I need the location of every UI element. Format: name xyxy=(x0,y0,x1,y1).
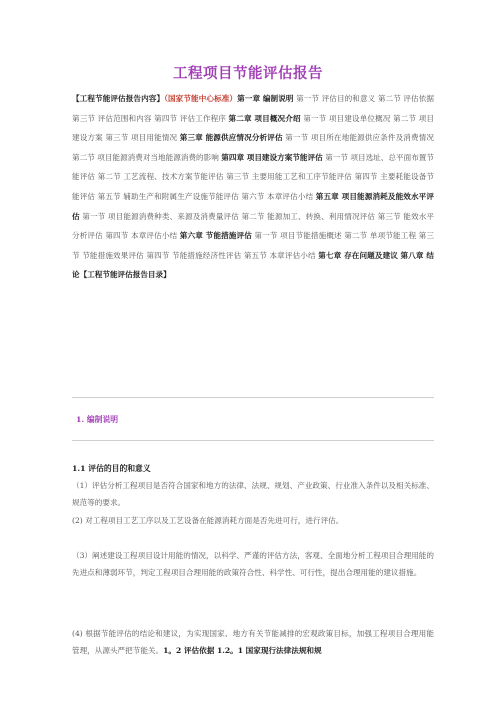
paragraph-2-wrapper xyxy=(72,495,434,529)
paragraph-1: （1）评估分析工程项目是否符合国家和地方的法律、法规、规划、产业政策、行业准入条件以及相关标准、规范等的要求。 xyxy=(72,481,434,508)
divider-top xyxy=(72,397,434,398)
section-1-2-heading-inline: 1。2 评估依据 1.2。1 国家现行法律法规和规 xyxy=(163,646,322,656)
toc-chapter-6-sections: 第一节 项目节能措施概述 第二节 单项节能工程 第三节 节能措施效果评估 第四节 节能措施经济性评估 第五节 本章评估小结 xyxy=(72,231,434,260)
toc-chapter-2: 第二章 项目概况介绍 xyxy=(228,113,301,123)
paragraph-4 xyxy=(72,625,434,659)
section-1-1-heading: 1.1 评估的目的和意义 xyxy=(72,464,151,473)
toc-lead: 【工程节能评估报告内容】 xyxy=(72,94,165,103)
toc-chapter-4: 第四章 项目建设方案节能评估 xyxy=(221,152,323,162)
toc-chapter-7: 第七章 存在问题及建议 xyxy=(318,250,398,260)
toc-chapter-6: 第六章 节能措施评估 xyxy=(179,231,252,241)
toc-chapter-3: 第三章 能源供应情况分析评估 xyxy=(179,133,283,143)
toc-chapter-1-sections: 第一节 评估目的和意义 第二节 评估依据 第三节 评估范围和内容 第四节 评估工作程序 xyxy=(72,94,434,123)
toc-chapter-5-sections: 第一节 项目能源消费种类、来源及消费量评估 第二节 能源加工、转换、利用情况评估 第三节 能效水平分析评估 第四节 本章评估小结 xyxy=(72,211,435,241)
section-1-heading: 1. 编制说明 xyxy=(76,415,119,424)
toc-chapter-8: 第八章 结论【工程节能评估报告目录】 xyxy=(72,250,434,280)
toc-lead-standard: （国家节能中心标准） xyxy=(164,94,238,103)
toc-chapter-5: 第五章 项目能源消耗及能效水平评估 xyxy=(72,191,434,221)
document-title: 工程项目节能评估报告 xyxy=(173,65,323,82)
divider-bottom xyxy=(72,440,434,441)
paragraph-2: (2) 对工程项目工艺工序以及工艺设备在能源消耗方面是否先进可行，进行评估。 xyxy=(72,516,344,526)
table-of-contents xyxy=(72,89,434,285)
toc-chapter-3-sections: 第一节 项目所在地能源供应条件及消费情况 第二节 项目能源消费对当地能源消费的影响 xyxy=(72,133,434,162)
toc-chapter-4-sections: 第一节 项目选址、总平面布置节能评估 第二节 工艺流程、技术方案节能评估 第三节 主要用能工艺和工序节能评估 第四节 主要耗能设备节能评估 第五节 辅助生产和附属生产设施节能评估 第六节 本章评估小结 xyxy=(72,152,434,201)
toc-chapter-1: 第一章 编制说明 xyxy=(237,94,294,103)
paragraph-4-text: (4) 根据节能评估的结论和建议，为实现国家、地方有关节能减排的宏观政策目标，加强工程项目合理用能管理，从源头严把节能关。 xyxy=(72,629,434,656)
paragraph-3: （3）阐述建设工程项目设计用能的情况，以科学、严谨的评估方法，客观、全面地分析工程项目合理用能的先进点和薄弱环节，判定工程项目合理用能的政策符合性、科学性、可行性，提出合理用能的建议措施。 xyxy=(72,551,434,578)
toc-chapter-2-sections: 第一节 项目建设单位概况 第二节 项目建设方案 第三节 项目用能情况 xyxy=(72,113,434,143)
